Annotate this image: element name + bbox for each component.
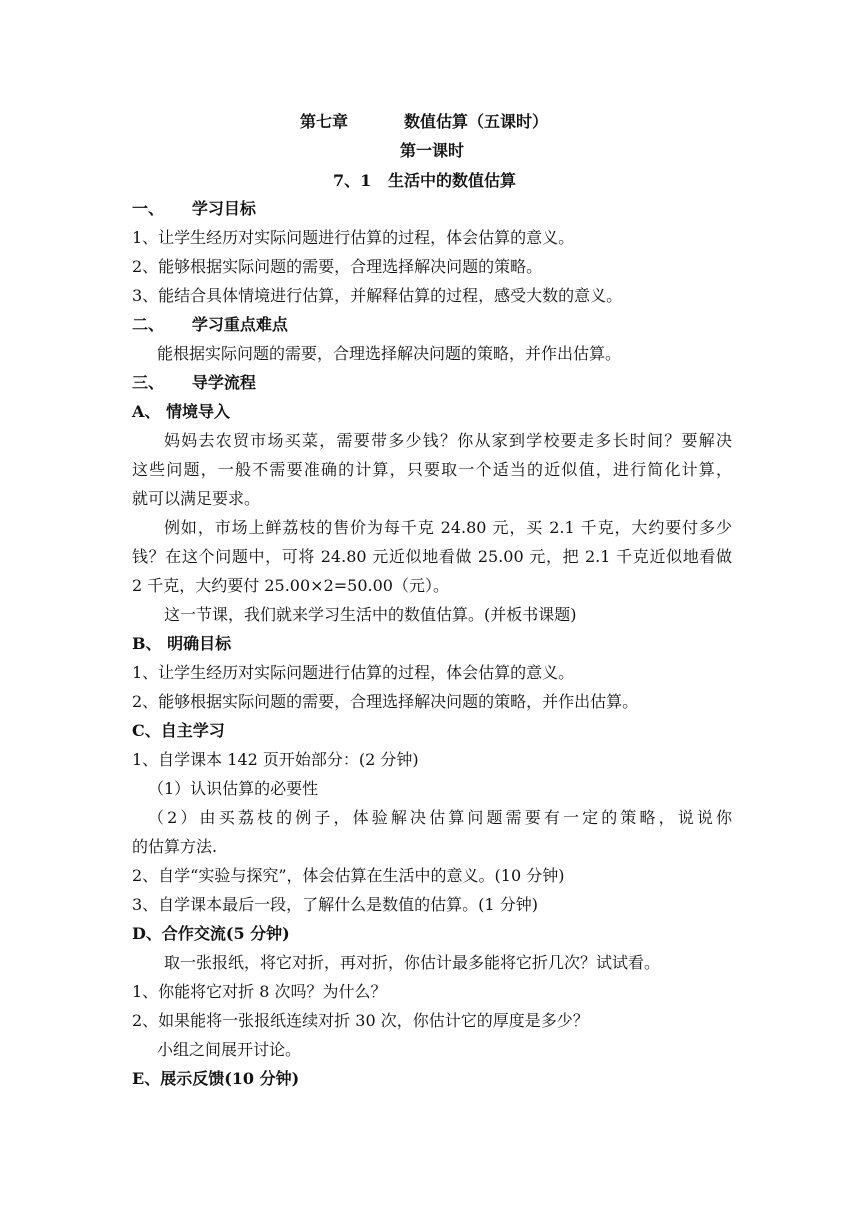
goal-item: 1、让学生经历对实际问题进行估算的过程，体会估算的意义。 bbox=[132, 663, 575, 682]
chapter-title: 数值估算（五课时） bbox=[404, 112, 549, 131]
paragraph-line: 2 千克，大约要付 25.00×2=50.00（元）。 bbox=[132, 576, 449, 595]
heading-process: 三、 导学流程 bbox=[132, 373, 256, 392]
paragraph-line: 例如，市场上鲜荔枝的售价为每千克 24.80 元，买 2.1 千克，大约要付多少 bbox=[164, 518, 732, 537]
cooperation-intro: 取一张报纸，将它对折，再对折，你估计最多能将它折几次？试试看。 bbox=[164, 953, 661, 972]
chapter-label: 第七章 bbox=[300, 112, 349, 131]
self-study-subitem: 的估算方法. bbox=[132, 837, 218, 856]
lesson-title: 第一课时 bbox=[399, 141, 464, 160]
goal-item: 1、让学生经历对实际问题进行估算的过程，体会估算的意义。 bbox=[132, 228, 575, 247]
heading-learning-goals: 一、 学习目标 bbox=[132, 199, 256, 218]
cooperation-item: 1、你能将它对折 8 次吗？为什么？ bbox=[132, 982, 387, 1001]
goal-item: 2、能够根据实际问题的需要，合理选择解决问题的策略，并作出估算。 bbox=[132, 692, 639, 711]
heading-cooperation: D、合作交流(5 分钟) bbox=[132, 924, 290, 943]
paragraph-line: 就可以满足要求。 bbox=[132, 489, 261, 508]
heading-situation-intro: A、 情境导入 bbox=[132, 402, 230, 421]
heading-key-points: 二、 学习重点难点 bbox=[132, 315, 288, 334]
cooperation-item: 2、如果能将一张报纸连续对折 30 次，你估计它的厚度是多少？ bbox=[132, 1011, 589, 1030]
self-study-subitem: （1）认识估算的必要性 bbox=[148, 779, 319, 798]
paragraph-line: 这一节课，我们就来学习生活中的数值估算。(并板书课题) bbox=[164, 605, 577, 624]
paragraph-line: 妈妈去农贸市场买菜，需要带多少钱？你从家到学校要走多长时间？要解决 bbox=[164, 431, 732, 450]
self-study-item: 1、自学课本 142 页开始部分：(2 分钟) bbox=[132, 750, 419, 769]
key-points-text: 能根据实际问题的需要，合理选择解决问题的策略，并作出估算。 bbox=[157, 344, 622, 363]
heading-clear-goals: B、 明确目标 bbox=[132, 634, 232, 653]
goal-item: 2、能够根据实际问题的需要，合理选择解决问题的策略。 bbox=[132, 257, 543, 276]
paragraph-line: 钱？在这个问题中，可将 24.80 元近似地看做 25.00 元，把 2.1 千克近似地看做 bbox=[132, 547, 732, 566]
paragraph-line: 这些问题，一般不需要准确的计算，只要取一个适当的近似值，进行简化计算， bbox=[132, 460, 732, 479]
section-title: 7、1 生活中的数值估算 bbox=[333, 171, 516, 190]
goal-item: 3、能结合具体情境进行估算，并解释估算的过程，感受大数的意义。 bbox=[132, 286, 623, 305]
self-study-subitem: （2）由买荔枝的例子，体验解决估算问题需要有一定的策略，说说你 bbox=[148, 808, 732, 827]
heading-self-study: C、自主学习 bbox=[132, 721, 225, 740]
self-study-item: 3、自学课本最后一段，了解什么是数值的估算。(1 分钟) bbox=[132, 895, 538, 914]
cooperation-outro: 小组之间展开讨论。 bbox=[157, 1040, 302, 1059]
heading-feedback: E、展示反馈(10 分钟) bbox=[132, 1069, 300, 1088]
self-study-item: 2、自学“实验与探究”，体会估算在生活中的意义。(10 分钟) bbox=[132, 866, 565, 885]
